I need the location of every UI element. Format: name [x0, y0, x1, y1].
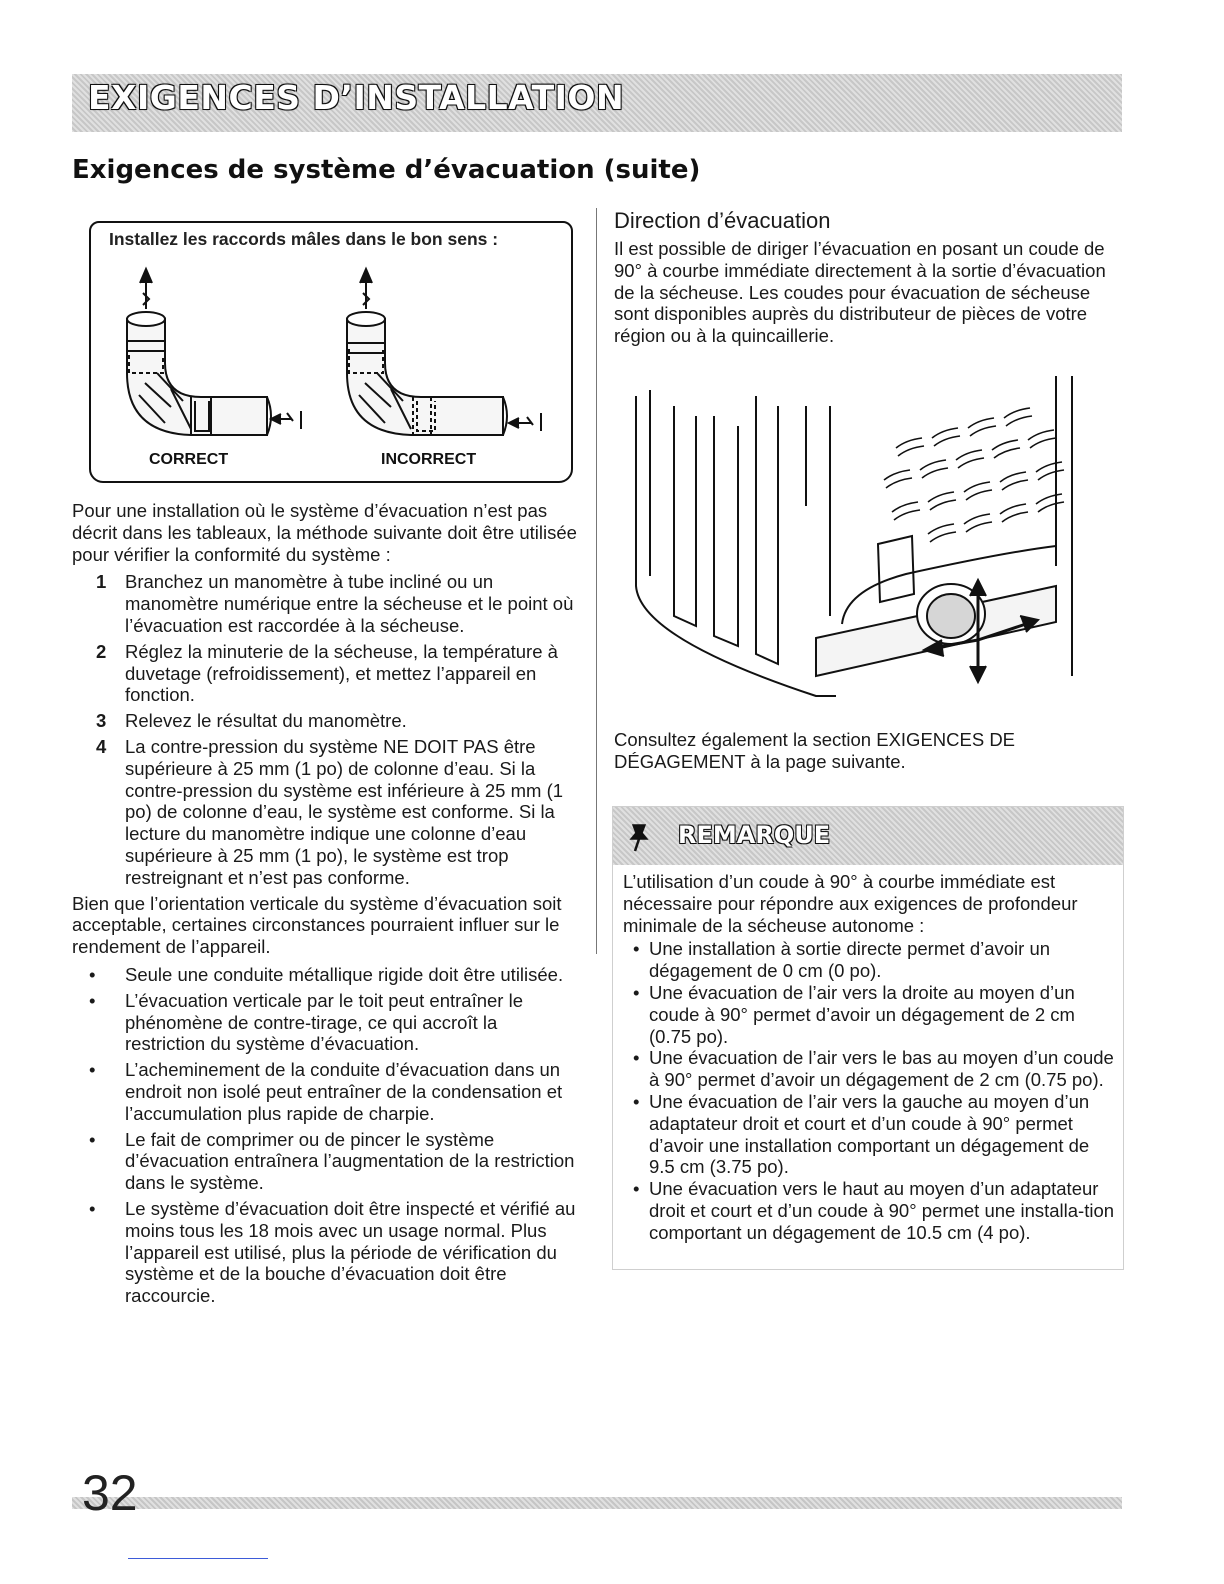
note-box	[612, 806, 1124, 1270]
note-title: REMARQUE	[678, 821, 831, 849]
pushpin-icon	[625, 821, 653, 853]
bullet-icon: •	[89, 1059, 96, 1081]
note-item-text: Une évacuation de l’air vers la gauche au moyen d’un adaptateur droit et court et d’un coude à 90° permet d’avoir une installation comportant un dégagement de 9.5 cm (3.75 po).	[649, 1090, 1090, 1178]
bullet-icon: •	[89, 1128, 96, 1150]
procedure-steps	[72, 571, 582, 888]
list-item	[72, 736, 582, 889]
step-text: Branchez un manomètre à tube incliné ou un manomètre numérique entre la sécheuse et le point où l’évacuation est raccordée à la sécheuse.	[125, 571, 574, 636]
dryer-exhaust-illustration	[616, 376, 1096, 716]
note-list	[623, 938, 1119, 1243]
duct-elbow-illustration	[91, 223, 571, 481]
note-intro: L’utilisation d’un coude à 90° à courbe immédiate est nécessaire pour répondre aux exigences de profondeur minimale de la sécheuse autonome :	[623, 871, 1078, 936]
step-text: La contre-pression du système NE DOIT PAS être supérieure à 25 mm (1 po) de colonne d’eau. Si la contre-pression du système est inférieure à 25 mm (1 po) de colonne d’eau, le système est conforme. Si la lecture du manomètre indique une colonne d’eau supérieure à 25 mm (1 po), le système est trop restreignant et n’est pas conforme.	[125, 735, 564, 888]
bullet-text: Le fait de comprimer ou de pincer le système d’évacuation entraînera l’augmentation de la restriction dans le système.	[125, 1128, 575, 1194]
vertical-orientation-note: Bien que l’orientation verticale du système d’évacuation soit acceptable, certaines circonstances pourraient influer sur le rendement de l’appareil.	[72, 892, 562, 958]
step-text: Relevez le résultat du manomètre.	[125, 710, 407, 732]
bullet-text: L’acheminement de la conduite d’évacuation dans un endroit non isolé peut entraîner de la condensation et l’accumulation plus rapide de charpie.	[125, 1059, 563, 1124]
bullet-icon: •	[89, 989, 96, 1011]
label-correct: CORRECT	[149, 451, 229, 468]
direction-title: Direction d’évacuation	[614, 208, 831, 233]
column-divider	[596, 208, 597, 954]
bullet-icon: •	[89, 963, 96, 985]
list-item	[72, 1059, 582, 1124]
note-item-text: Une évacuation vers le haut au moyen d’un adaptateur droit et court et d’un coude à 90° permet une installa-tion comportant un dégagement de 10.5 cm (4 po).	[649, 1178, 1115, 1243]
bullet-icon: •	[633, 981, 640, 1003]
figure-caption: Installez les raccords mâles dans le bon sens :	[109, 229, 499, 249]
list-item	[623, 982, 1119, 1047]
note-item-text: Une installation à sortie directe permet d’avoir un dégagement de 0 cm (0 po).	[649, 938, 1051, 982]
list-item	[623, 938, 1119, 982]
step-number: 2	[96, 640, 107, 662]
page-number: 32	[82, 1465, 138, 1521]
list-item	[623, 1091, 1119, 1178]
recommendation-bullets	[72, 964, 582, 1307]
bullet-text: L’évacuation verticale par le toit peut entraîner le phénomène de contre-tirage, ce qui accroît la restriction du système d’évacuation.	[125, 989, 523, 1055]
intro-paragraph: Pour une installation où le système d’évacuation n’est pas décrit dans les tableaux, la méthode suivante doit être utilisée pour vérifier la conformité du système :	[72, 500, 577, 565]
step-number: 3	[96, 710, 107, 732]
bullet-text: Seule une conduite métallique rigide doit être utilisée.	[125, 963, 564, 985]
note-body	[623, 871, 1119, 1244]
section-title: Exigences de système d’évacuation (suite)	[72, 155, 701, 185]
bullet-icon: •	[633, 1178, 640, 1200]
left-column	[72, 500, 582, 1311]
bullet-icon: •	[633, 1047, 640, 1069]
list-item	[72, 641, 582, 706]
step-text: Réglez la minuterie de la sécheuse, la température à duvetage (refroidissement), et mettez l’appareil en fonction.	[125, 640, 558, 706]
bullet-icon: •	[633, 1090, 640, 1112]
direction-paragraph: Il est possible de diriger l’évacuation en posant un coude de 90° à courbe immédiate directement à la sortie d’évacuation de la sécheuse. Les coudes pour évacuation de sécheuse sont disponibles auprès du distributeur de pièces de votre région ou à la quincaillerie.	[614, 238, 1106, 347]
list-item	[72, 710, 582, 732]
list-item	[72, 964, 582, 986]
note-item-text: Une évacuation de l’air vers la droite au moyen d’un coude à 90° permet d’avoir un dégagement de 2 cm (0.75 po).	[649, 981, 1075, 1047]
note-header	[613, 807, 1123, 865]
list-item	[72, 1198, 582, 1307]
duct-orientation-figure	[89, 221, 573, 483]
label-incorrect: INCORRECT	[381, 451, 477, 468]
footer-link-line	[128, 1558, 268, 1559]
list-item	[72, 571, 582, 636]
note-item-text: Une évacuation de l’air vers le bas au moyen d’un coude à 90° permet d’avoir un dégagement de 2 cm (0.75 po).	[649, 1047, 1114, 1091]
step-number: 1	[96, 571, 107, 593]
list-item	[72, 1129, 582, 1194]
page-banner-title: EXIGENCES D’INSTALLATION	[88, 78, 625, 117]
consult-paragraph: Consultez également la section EXIGENCES DE DÉGAGEMENT à la page suivante.	[614, 729, 1016, 772]
footer-bar	[72, 1497, 1122, 1509]
bullet-text: Le système d’évacuation doit être inspecté et vérifié au moins tous les 18 mois avec un usage normal. Plus l’appareil est utilisé, plus la période de vérification du système et de la bouche d’évacuation doit être raccourcie.	[125, 1197, 576, 1307]
list-item	[623, 1178, 1119, 1243]
list-item	[623, 1047, 1119, 1091]
step-number: 4	[96, 735, 107, 757]
bullet-icon: •	[89, 1197, 96, 1219]
bullet-icon: •	[633, 938, 640, 960]
list-item	[72, 990, 582, 1055]
